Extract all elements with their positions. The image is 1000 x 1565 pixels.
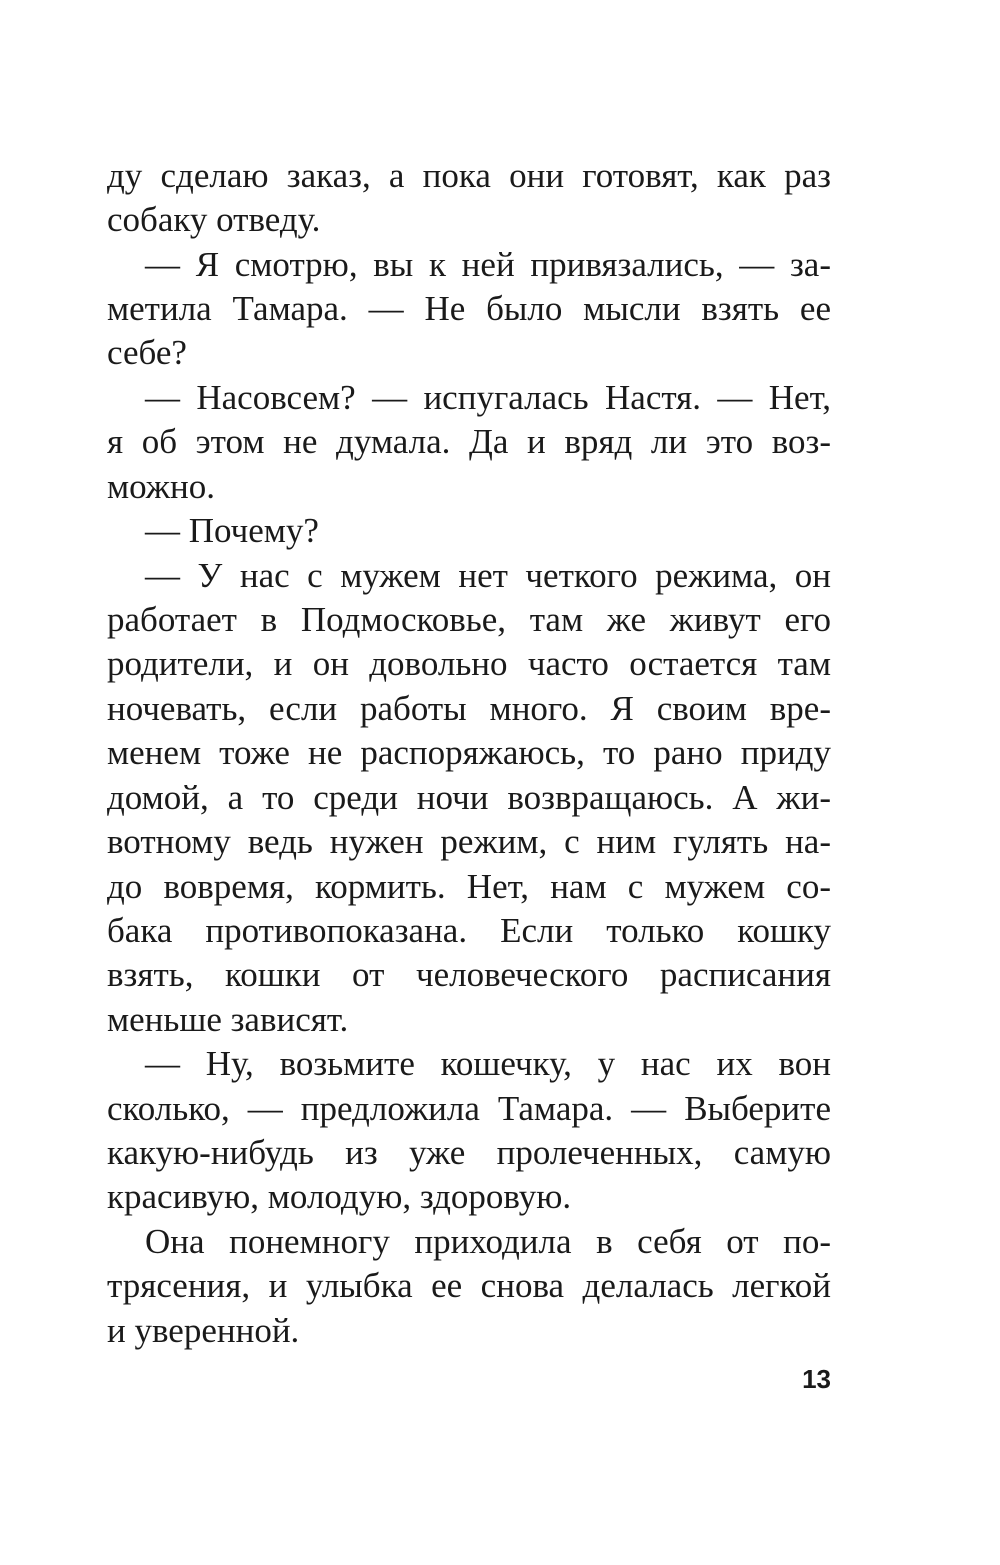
text-line: работает в Подмосковье, там же живут его — [107, 600, 831, 639]
text-line: менем тоже не распоряжаюсь, то рано приду — [107, 733, 831, 772]
text-line: — Почему? — [145, 511, 319, 550]
text-line: — Я смотрю, вы к ней привязались, — за- — [145, 245, 831, 284]
text-line: сколько, — предложила Тамара. — Выберите — [107, 1089, 831, 1128]
text-line: меньше зависят. — [107, 1000, 349, 1039]
text-line: трясения, и улыбка ее снова делалась легкой — [107, 1266, 831, 1305]
text-line: метила Тамара. — Не было мысли взять ее — [107, 289, 831, 328]
text-line: Она понемногу приходила в себя от по- — [145, 1222, 831, 1261]
text-line: собаку отведу. — [107, 200, 321, 239]
text-line: — У нас с мужем нет четкого режима, он — [145, 556, 831, 595]
text-line: вотному ведь нужен режим, с ним гулять на- — [107, 822, 831, 861]
text-line: домой, а то среди ночи возвращаюсь. А жи- — [107, 778, 831, 817]
text-line: родители, и он довольно часто остается там — [107, 644, 831, 683]
page-number: 13 — [802, 1364, 831, 1394]
text-line: можно. — [107, 467, 215, 506]
text-line: ночевать, если работы много. Я своим вре- — [107, 689, 831, 728]
text-line: — Ну, возьмите кошечку, у нас их вон — [145, 1044, 831, 1083]
text-line: красивую, молодую, здоровую. — [107, 1177, 572, 1216]
text-line: взять, кошки от человеческого расписания — [107, 955, 831, 994]
text-line: — Насовсем? — испугалась Настя. — Нет, — [145, 378, 831, 417]
text-line: до вовремя, кормить. Нет, нам с мужем со- — [107, 867, 831, 906]
text-line: ду сделаю заказ, а пока они готовят, как раз — [107, 156, 831, 195]
text-line: себе? — [107, 333, 187, 372]
text-line: и уверенной. — [107, 1311, 300, 1350]
text-line: я об этом не думала. Да и вряд ли это воз- — [107, 422, 831, 461]
text-line: бака противопоказана. Если только кошку — [107, 911, 831, 950]
text-line: какую-нибудь из уже пролеченных, самую — [107, 1133, 831, 1172]
